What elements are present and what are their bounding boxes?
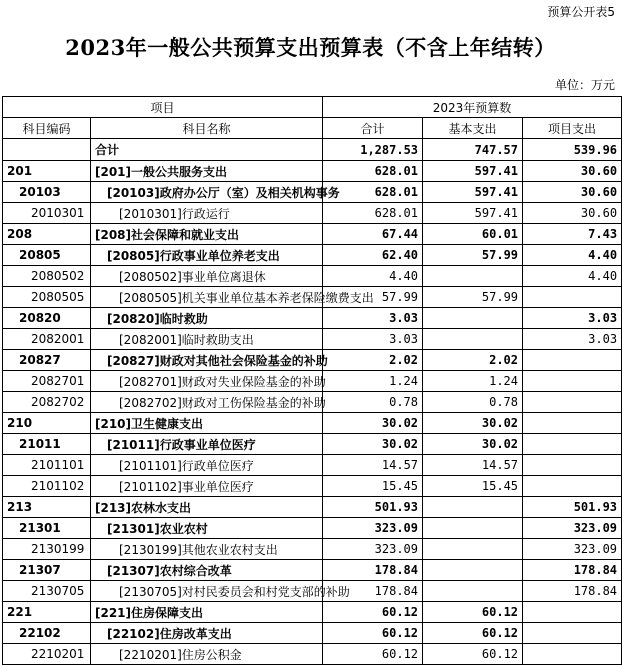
cell-code: 2082701 [3, 371, 91, 392]
cell-code: 213 [3, 497, 91, 518]
cell-project: 30.60 [523, 203, 622, 224]
cell-basic: 57.99 [423, 287, 523, 308]
table-row [3, 161, 622, 182]
table-row [3, 266, 622, 287]
table-row [3, 182, 622, 203]
cell-project: 178.84 [523, 560, 622, 581]
cell-code: 21011 [3, 434, 91, 455]
cell-total: 60.12 [323, 644, 423, 665]
cell-name: [2082701]财政对失业保险基金的补助 [91, 371, 323, 392]
cell-basic: 30.02 [423, 434, 523, 455]
table-row [3, 455, 622, 476]
column-header-total: 合计 [323, 118, 423, 139]
cell-code: 208 [3, 224, 91, 245]
cell-project [523, 623, 622, 644]
cell-basic: 60.12 [423, 644, 523, 665]
cell-name: [2080502]事业单位离退休 [91, 266, 323, 287]
cell-project [523, 350, 622, 371]
cell-total: 3.03 [323, 308, 423, 329]
cell-basic [423, 560, 523, 581]
table-row [3, 518, 622, 539]
cell-project [523, 413, 622, 434]
cell-total: 628.01 [323, 203, 423, 224]
cell-project [523, 434, 622, 455]
table-row [3, 203, 622, 224]
cell-total: 14.57 [323, 455, 423, 476]
cell-name: [2082001]临时救助支出 [91, 329, 323, 350]
cell-code: 21307 [3, 560, 91, 581]
column-header-name: 科目名称 [91, 118, 323, 139]
table-row [3, 539, 622, 560]
cell-name: [2101101]行政单位医疗 [91, 455, 323, 476]
cell-total: 67.44 [323, 224, 423, 245]
cell-name: [22102]住房改革支出 [91, 623, 323, 644]
table-row [3, 287, 622, 308]
cell-basic [423, 581, 523, 602]
cell-code: 2080505 [3, 287, 91, 308]
cell-code: 2101102 [3, 476, 91, 497]
cell-project: 539.96 [523, 139, 622, 161]
cell-name: [2080505]机关事业单位基本养老保险缴费支出 [91, 287, 323, 308]
cell-name: [20820]临时救助 [91, 308, 323, 329]
cell-name: 合计 [91, 139, 323, 161]
cell-code: 2130705 [3, 581, 91, 602]
cell-total: 628.01 [323, 161, 423, 182]
cell-code: 2010301 [3, 203, 91, 224]
table-row [3, 560, 622, 581]
cell-name: [20827]财政对其他社会保险基金的补助 [91, 350, 323, 371]
cell-project: 3.03 [523, 329, 622, 350]
cell-code: 2082001 [3, 329, 91, 350]
cell-name: [2130705]对村民委员会和村党支部的补助 [91, 581, 323, 602]
table-row [3, 497, 622, 518]
group-header-project: 项目 [3, 97, 323, 118]
table-row [3, 329, 622, 350]
cell-name: [208]社会保障和就业支出 [91, 224, 323, 245]
cell-project: 323.09 [523, 518, 622, 539]
cell-project [523, 455, 622, 476]
cell-total: 4.40 [323, 266, 423, 287]
table-number-tag: 预算公开表5 [547, 5, 615, 19]
cell-name: [2130199]其他农业农村支出 [91, 539, 323, 560]
cell-basic: 60.12 [423, 602, 523, 623]
cell-name: [213]农林水支出 [91, 497, 323, 518]
cell-name: [2210201]住房公积金 [91, 644, 323, 665]
cell-code: 201 [3, 161, 91, 182]
cell-basic: 747.57 [423, 139, 523, 161]
table-row [3, 392, 622, 413]
cell-project [523, 644, 622, 665]
cell-total: 1,287.53 [323, 139, 423, 161]
cell-code: 21301 [3, 518, 91, 539]
cell-total: 178.84 [323, 581, 423, 602]
table-row [3, 350, 622, 371]
cell-total: 60.12 [323, 623, 423, 644]
cell-basic: 597.41 [423, 182, 523, 203]
table-body [3, 139, 622, 665]
page-title: 2023年一般公共预算支出预算表（不含上年结转） [65, 35, 556, 60]
cell-total: 15.45 [323, 476, 423, 497]
table-row [3, 308, 622, 329]
cell-basic: 0.78 [423, 392, 523, 413]
cell-basic: 15.45 [423, 476, 523, 497]
cell-basic: 597.41 [423, 161, 523, 182]
cell-code: 221 [3, 602, 91, 623]
table-row [3, 476, 622, 497]
table-row [3, 245, 622, 266]
cell-code: 20805 [3, 245, 91, 266]
cell-name: [21301]农业农村 [91, 518, 323, 539]
cell-code: 20820 [3, 308, 91, 329]
cell-project: 30.60 [523, 161, 622, 182]
cell-project: 3.03 [523, 308, 622, 329]
cell-project [523, 392, 622, 413]
cell-total: 2.02 [323, 350, 423, 371]
cell-name: [20805]行政事业单位养老支出 [91, 245, 323, 266]
cell-project: 30.60 [523, 182, 622, 203]
cell-name: [201]一般公共服务支出 [91, 161, 323, 182]
budget-table [2, 96, 622, 665]
table-row [3, 644, 622, 665]
cell-total: 178.84 [323, 560, 423, 581]
cell-total: 62.40 [323, 245, 423, 266]
cell-basic: 60.01 [423, 224, 523, 245]
cell-code: 2130199 [3, 539, 91, 560]
cell-code: 2080502 [3, 266, 91, 287]
cell-total: 628.01 [323, 182, 423, 203]
cell-code: 2082702 [3, 392, 91, 413]
column-header-basic: 基本支出 [423, 118, 523, 139]
cell-total: 30.02 [323, 413, 423, 434]
cell-basic: 30.02 [423, 413, 523, 434]
table-row [3, 224, 622, 245]
cell-name: [2082702]财政对工伤保险基金的补助 [91, 392, 323, 413]
column-header-project: 项目支出 [523, 118, 622, 139]
table-row [3, 413, 622, 434]
cell-code [3, 139, 91, 161]
cell-code: 210 [3, 413, 91, 434]
cell-code: 2101101 [3, 455, 91, 476]
cell-name: [20103]政府办公厅（室）及相关机构事务 [91, 182, 323, 203]
cell-basic [423, 497, 523, 518]
cell-basic [423, 329, 523, 350]
table-row [3, 371, 622, 392]
cell-total: 501.93 [323, 497, 423, 518]
cell-code: 22102 [3, 623, 91, 644]
cell-basic: 14.57 [423, 455, 523, 476]
table-row [3, 434, 622, 455]
cell-name: [2101102]事业单位医疗 [91, 476, 323, 497]
cell-project [523, 371, 622, 392]
cell-total: 323.09 [323, 539, 423, 560]
cell-name: [21011]行政事业单位医疗 [91, 434, 323, 455]
cell-total: 1.24 [323, 371, 423, 392]
cell-basic: 1.24 [423, 371, 523, 392]
cell-name: [21307]农村综合改革 [91, 560, 323, 581]
table-row [3, 139, 622, 161]
cell-code: 2210201 [3, 644, 91, 665]
column-header-code: 科目编码 [3, 118, 91, 139]
cell-basic: 2.02 [423, 350, 523, 371]
cell-name: [2010301]行政运行 [91, 203, 323, 224]
cell-basic: 597.41 [423, 203, 523, 224]
cell-project [523, 602, 622, 623]
cell-name: [210]卫生健康支出 [91, 413, 323, 434]
cell-code: 20827 [3, 350, 91, 371]
group-header-budget: 2023年预算数 [323, 97, 622, 118]
cell-project: 4.40 [523, 266, 622, 287]
cell-basic [423, 308, 523, 329]
cell-project: 7.43 [523, 224, 622, 245]
table-row [3, 581, 622, 602]
cell-basic [423, 518, 523, 539]
table-row [3, 602, 622, 623]
cell-name: [221]住房保障支出 [91, 602, 323, 623]
table-row [3, 623, 622, 644]
cell-basic: 60.12 [423, 623, 523, 644]
cell-project: 323.09 [523, 539, 622, 560]
cell-basic: 57.99 [423, 245, 523, 266]
cell-project [523, 287, 622, 308]
cell-total: 3.03 [323, 329, 423, 350]
cell-total: 30.02 [323, 434, 423, 455]
cell-project: 178.84 [523, 581, 622, 602]
cell-total: 323.09 [323, 518, 423, 539]
cell-project: 4.40 [523, 245, 622, 266]
cell-basic [423, 539, 523, 560]
cell-project: 501.93 [523, 497, 622, 518]
cell-total: 57.99 [323, 287, 423, 308]
cell-basic [423, 266, 523, 287]
cell-code: 20103 [3, 182, 91, 203]
cell-total: 0.78 [323, 392, 423, 413]
unit-label: 单位：万元 [554, 78, 615, 92]
cell-total: 60.12 [323, 602, 423, 623]
cell-project [523, 476, 622, 497]
